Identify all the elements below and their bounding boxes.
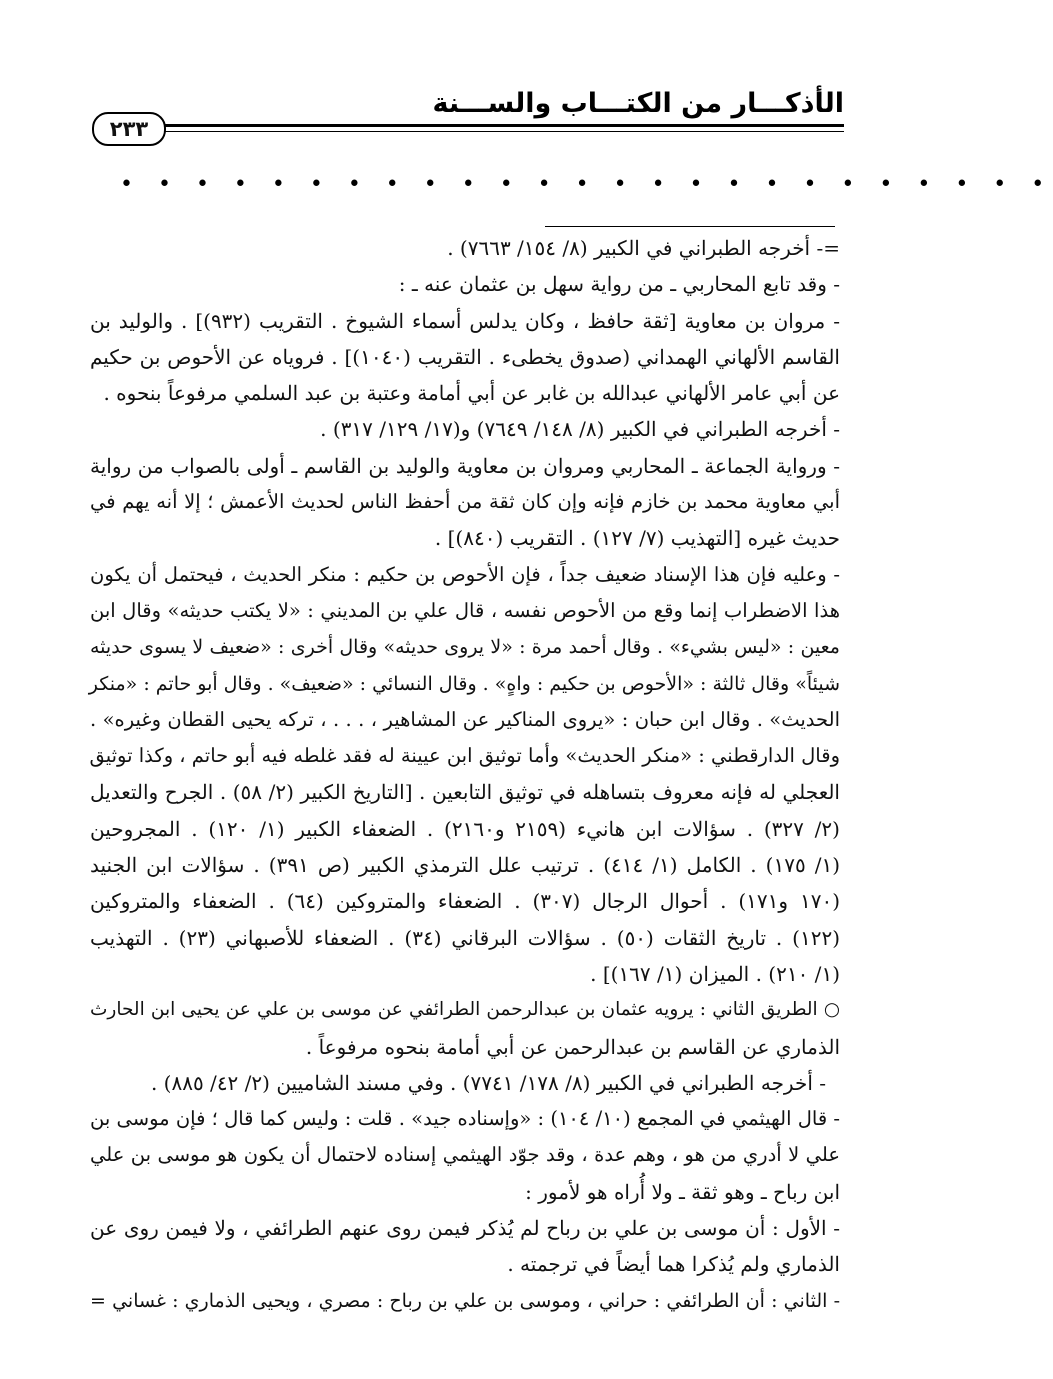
- text-line: - الثاني : أن الطرائفي : حراني ، وموسى بن علي بن رباح : مصري ، ويحيى الذماري : غساني =: [90, 1289, 840, 1312]
- text-line: (١/ ٢١٠) . الميزان (١/ ١٦٧)] .: [590, 961, 840, 986]
- text-line: وقال الدارقطني : «منكر الحديث» وأما توثيق ابن عيينة له فقد غلطه فيه أبو حاتم ، وكذا توثيق: [89, 744, 840, 768]
- text-line: الحديث» . وقال ابن حبان : «يروى المناكير عن المشاهير ، . . . ، تركه يحيى القطان وغيره» .: [90, 707, 840, 731]
- text-line: - الأول : أن موسى بن علي بن رباح لم يُذكر فيمن روى عنهم الطرائفي ، ولا فيمن روى عن: [90, 1216, 840, 1241]
- text-line: أبي معاوية محمد بن خازم فإنه وإن كان ثقة من أحفظ الناس لحديث الأعمش ؛ إلا أنه يهم في: [90, 490, 840, 514]
- text-line: (١٧٠ و١٧١) . أحوال الرجال (٣٠٧) . الضعفاء والمتروكين (٦٤) . الضعفاء والمتروكين: [90, 889, 841, 914]
- text-line: عن أبي عامر الألهاني عبدالله بن غابر عن أبي أمامة وعتبة بن عبد السلمي مرفوعاً بنحوه .: [103, 381, 840, 406]
- text-line: الذماري عن القاسم بن عبدالرحمن عن أبي أمامة بنحوه مرفوعاً .: [305, 1034, 840, 1059]
- header-rule: [160, 124, 844, 127]
- running-header-title: الأذكـــار من الكتـــاب والســـنة: [432, 88, 844, 119]
- text-line: القاسم الألهاني الهمداني (صدوق يخطىء . التقريب (١٠٤٠)] . فروياه عن الأحوص بن حكيم: [90, 344, 840, 369]
- text-line: (١٢٢) . تاريخ الثقات (٥٠) . سؤالات البرقاني (٣٤) . الضعفاء للأصبهاني (٢٣) . التهذيب: [90, 925, 840, 950]
- footnote-body: [90, 230, 840, 1319]
- text-line: - أخرجه الطبراني في الكبير (٨/ ١٤٨/ ٧٦٤٩) و(١٧/ ١٢٩/ ٣١٧) .: [320, 417, 840, 442]
- text-line: شيئاً» وقال ثالثة : «الأحوص بن حكيم : واهٍ» . وقال النسائي : «ضعيف» . وقال أبو حاتم : «منكر: [88, 672, 840, 695]
- text-line: العجلي له فإنه معروف بتساهله في توثيق التابعين . [التاريخ الكبير (٢/ ٥٨) . الجرح والتعديل: [90, 780, 840, 805]
- text-line: (١/ ١٧٥) . الكامل (١/ ٤١٤) . ترتيب علل الترمذي الكبير (ص ٣٩١) . سؤالات ابن الجنيد: [90, 853, 841, 878]
- text-line: علي لا أدري من هو ، وهم عدة ، وقد جوّد الهيثمي إسناده لاحتمال أن يكون هو موسى بن علي: [90, 1143, 840, 1167]
- text-line: هذا الاضطراب إنما وقع من الأحوص نفسه ، قال علي بن المديني : «لا يكتب حديثه» وقال ابن: [90, 598, 840, 622]
- text-line: الذماري ولم يُذكرا هما أيضاً في ترجمته .: [507, 1252, 840, 1277]
- header-rule-thin: [160, 131, 844, 132]
- text-line: ○ الطريق الثاني : يرويه عثمان بن عبدالرحمن الطرائفي عن موسى بن علي عن يحيى ابن الحارث: [90, 999, 840, 1021]
- text-line: - قال الهيثمي في المجمع (١٠/ ١٠٤) : «وإسناده جيد» . قلت : وليس كما قال ؛ فإن موسى بن: [90, 1107, 840, 1131]
- text-line: - ورواية الجماعة ـ المحاربي ومروان بن معاوية والوليد بن القاسم ـ أولى بالصواب من رواية: [90, 453, 840, 478]
- text-line: - وعليه فإن هذا الإسناد ضعيف جداً ، فإن الأحوص بن حكيم : منكر الحديث ، فيحتمل أن يكون: [90, 562, 840, 586]
- separator-dots: • • • • • • • • • • • • • • • • • • • • • • • • •: [120, 172, 1053, 197]
- text-line: - مروان بن معاوية [ثقة حافظ ، وكان يدلس أسماء الشيوخ . التقريب (٩٣٢)] . والوليد بن: [90, 308, 840, 333]
- text-line: ابن رباح ـ وهو ثقة ـ ولا أُراه هو لأمور :: [525, 1179, 840, 1204]
- text-line: (٢/ ٣٢٧) . سؤالات ابن هانيء (٢١٥٩ و٢١٦٠) . الضعفاء الكبير (١/ ١٢٠) . المجروحين: [90, 816, 840, 841]
- page-number: ٢٣٣: [92, 112, 166, 146]
- text-line: - أخرجه الطبراني في الكبير (٨/ ١٧٨/ ٧٧٤١) . وفي مسند الشاميين (٢/ ٤٢/ ٨٨٥) .: [150, 1070, 826, 1095]
- text-line: معين : «ليس بشيء» . وقال أحمد مرة : «لا يروى حديثه» وقال أخرى : «ضعيف لا يسوى حديثه: [90, 636, 840, 659]
- text-line: حديث غيره [التهذيب (٧/ ١٢٧) . التقريب (٨٤٠)] .: [434, 526, 840, 551]
- text-line: - وقد تابع المحاربي ـ من رواية سهل بن عثمان عنه ـ :: [398, 272, 840, 297]
- text-line: =- أخرجه الطبراني في الكبير (٨/ ١٥٤/ ٧٦٦٣) .: [447, 236, 840, 260]
- footnote-rule: [545, 226, 835, 227]
